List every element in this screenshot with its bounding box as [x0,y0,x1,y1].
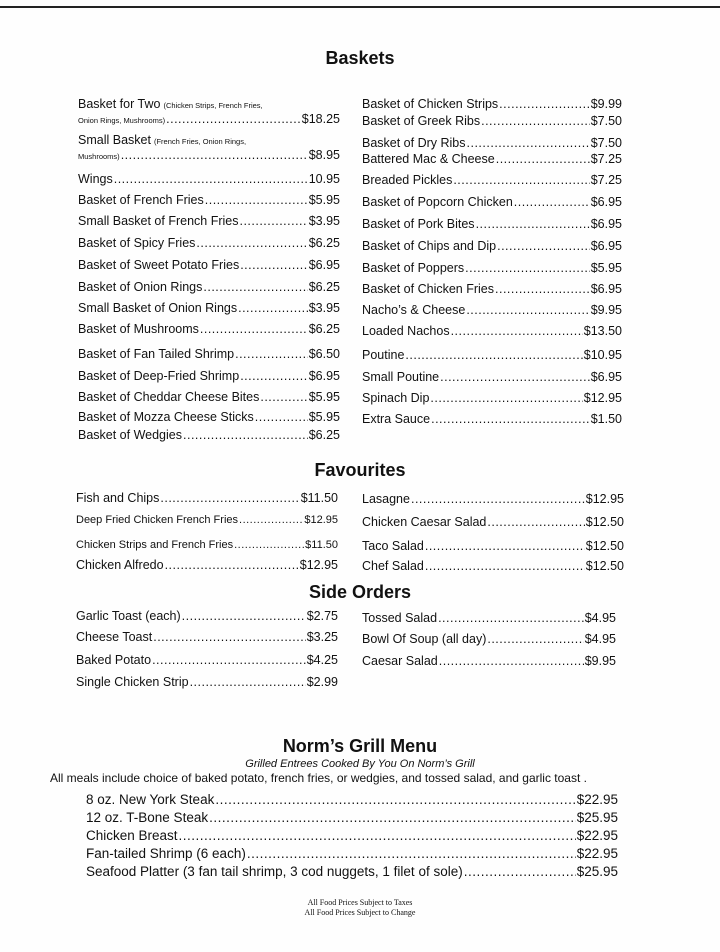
item-name: Nacho’s & Cheese [362,303,466,317]
menu-item [78,428,340,442]
item-price: $4.25 [306,653,338,667]
item-name: Lasagne [362,492,410,506]
leader-dots [239,214,307,228]
leader-dots [497,239,590,253]
item-name: Chicken Breast [86,828,178,843]
item-price: $9.95 [584,654,616,668]
item-price: $6.95 [308,258,340,272]
leader-dots [487,515,584,529]
menu-item [76,653,338,667]
menu-item [78,193,340,207]
item-price: $5.95 [308,390,340,404]
top-rule [0,6,720,8]
menu-item [362,282,622,296]
footer-taxes: All Food Prices Subject to Taxes [307,898,413,907]
leader-dots [190,675,306,689]
leader-dots [476,217,590,231]
item-name: Basket of Mushrooms [78,322,199,336]
item-price: $6.25 [308,322,340,336]
item-name: Basket of Fan Tailed Shrimp [78,347,235,361]
leader-dots [165,558,299,572]
leader-dots [240,258,308,272]
item-price: $9.95 [590,303,622,317]
leader-dots [464,864,576,880]
item-name: Battered Mac & Cheese [362,152,495,166]
leader-dots [235,347,308,361]
menu-item-continued [78,112,340,128]
leader-dots [411,492,585,506]
menu-item [362,173,622,187]
menu-item [76,630,338,644]
item-price: $25.95 [576,810,618,825]
menu-item [76,513,338,527]
item-name: Basket for Two [78,97,161,111]
leader-dots [238,301,308,315]
leader-dots [205,193,308,207]
item-name: 8 oz. New York Steak [86,792,215,807]
leader-dots [438,611,584,625]
leader-dots [215,792,575,808]
menu-item [362,195,622,209]
item-name: Deep Fried Chicken French Fries [76,514,239,526]
item-price: $7.50 [590,114,622,128]
menu-item [86,846,618,862]
item-description-cont: Mushrooms) [78,152,120,161]
menu-item [76,609,338,623]
item-price: $6.95 [590,370,622,384]
leader-dots [114,172,308,186]
item-name: Breaded Pickles [362,173,453,187]
item-name: Fan-tailed Shrimp (6 each) [86,846,246,861]
menu-item [362,114,622,128]
item-name: Basket of Chicken Strips [362,97,499,111]
item-name: Basket of French Fries [78,193,204,207]
item-description: (Chicken Strips, French Fries, [163,101,263,110]
grill-note: All meals include choice of baked potato, french fries, or wedgies, and tossed salad, and garlic toast . [50,771,587,785]
leader-dots [153,630,306,644]
item-price: $3.25 [306,630,338,644]
item-name: Small Basket of French Fries [78,214,239,228]
leader-dots [466,303,589,317]
item-name: Extra Sauce [362,412,431,426]
menu-item [78,322,340,336]
item-price: $12.50 [585,539,624,553]
menu-item [76,675,338,689]
item-name: Basket of Greek Ribs [362,114,481,128]
item-price: $4.95 [584,611,616,625]
item-name: Basket of Wedgies [78,428,182,442]
leader-dots [240,369,308,383]
item-name: Wings [78,172,113,186]
leader-dots [179,828,576,844]
item-name: Tossed Salad [362,611,438,625]
leader-dots [260,390,307,404]
menu-item [362,515,624,529]
item-price: $5.95 [308,193,340,207]
leader-dots [425,559,585,573]
item-name: Basket of Mozza Cheese Sticks [78,410,254,424]
item-price: $6.95 [590,217,622,231]
item-name: Basket of Cheddar Cheese Bites [78,390,260,404]
item-price: $12.95 [583,391,622,405]
item-name: Basket of Sweet Potato Fries [78,258,240,272]
menu-item [78,172,340,186]
menu-item [362,611,616,625]
menu-item [362,632,616,646]
item-price: $5.95 [308,410,340,424]
menu-item [362,370,622,384]
leader-dots [451,324,583,338]
leader-dots [152,653,306,667]
menu-item [362,239,622,253]
item-name: Basket of Chicken Fries [362,282,494,296]
item-name: Basket of Dry Ribs [362,136,466,150]
item-name: Small Basket [78,133,151,147]
item-name: Spinach Dip [362,391,430,405]
leader-dots [499,97,590,111]
item-name: Chicken Strips and French Fries [76,539,234,551]
menu-item [78,97,340,113]
leader-dots [453,173,589,187]
menu-item [78,280,340,294]
leader-dots [255,410,308,424]
item-name: Chef Salad [362,559,424,573]
section-title-side-orders: Side Orders [308,582,412,602]
item-price: $6.50 [308,347,340,361]
menu-item [362,348,622,362]
item-price: $3.95 [308,301,340,315]
item-description-cont: Onion Rings, Mushrooms) [78,116,166,125]
menu-item [362,136,622,150]
menu-item [78,133,340,149]
leader-dots [465,261,590,275]
menu-item [362,539,624,553]
menu-item [78,347,340,361]
item-description: (French Fries, Onion Rings, [153,137,247,146]
item-price: $2.75 [306,609,338,623]
menu-item [362,261,622,275]
item-price: $22.95 [576,828,618,843]
leader-dots [405,348,582,362]
item-price: $5.95 [590,261,622,275]
footer-change: All Food Prices Subject to Change [304,908,416,917]
menu-item [362,303,622,317]
item-price: $2.99 [306,675,338,689]
leader-dots [166,112,301,126]
item-price: $22.95 [576,792,618,807]
item-price: $6.95 [308,369,340,383]
menu-item-continued [78,148,340,164]
leader-dots [440,370,590,384]
item-name: Basket of Onion Rings [78,280,203,294]
item-price: $6.25 [308,280,340,294]
menu-item [362,559,624,573]
menu-item [78,390,340,404]
item-price: $10.95 [583,348,622,362]
leader-dots [239,513,303,527]
grill-subtitle: Grilled Entrees Cooked By You On Norm’s Grill [245,758,475,770]
leader-dots [425,539,585,553]
item-name: Baked Potato [76,653,152,667]
menu-item [362,97,622,111]
menu-item [362,324,622,338]
leader-dots [487,632,583,646]
item-name: Single Chicken Strip [76,675,189,689]
leader-dots [495,282,590,296]
leader-dots [247,846,576,862]
menu-item [86,828,618,844]
leader-dots [439,654,584,668]
leader-dots [467,136,590,150]
menu-item [362,391,622,405]
leader-dots [160,491,299,505]
section-title-norms-grill: Norm’s Grill Menu [282,736,438,756]
item-name: Basket of Poppers [362,261,465,275]
leader-dots [481,114,590,128]
item-price: $12.50 [585,515,624,529]
item-name: Basket of Spicy Fries [78,236,196,250]
item-price: $12.50 [585,559,624,573]
item-name: 12 oz. T-Bone Steak [86,810,209,825]
item-name: Small Poutine [362,370,440,384]
item-price: $22.95 [576,846,618,861]
item-name: Basket of Popcorn Chicken [362,195,513,209]
leader-dots [496,152,590,166]
item-price: $7.25 [590,173,622,187]
item-name: Basket of Chips and Dip [362,239,497,253]
item-name: Bowl Of Soup (all day) [362,632,487,646]
item-price: $6.95 [590,239,622,253]
item-name: Basket of Deep-Fried Shrimp [78,369,240,383]
menu-item [362,412,622,426]
item-name: Loaded Nachos [362,324,450,338]
leader-dots [183,428,308,442]
item-price: $4.95 [584,632,616,646]
leader-dots [234,538,304,552]
item-name: Caesar Salad [362,654,438,668]
item-price: $6.95 [590,195,622,209]
item-price: $7.50 [590,136,622,150]
menu-item [86,810,618,826]
item-price: $6.95 [590,282,622,296]
menu-item [76,491,338,505]
menu-item [362,217,622,231]
item-price: $11.50 [300,491,338,505]
item-price: $25.95 [576,864,618,879]
menu-item [78,369,340,383]
leader-dots [431,412,590,426]
item-price: $12.95 [299,558,338,572]
menu-item [78,301,340,315]
item-name: Seafood Platter (3 fan tail shrimp, 3 cod nuggets, 1 filet of sole) [86,864,463,879]
item-price: $3.95 [308,214,340,228]
leader-dots [203,280,307,294]
item-name: Chicken Alfredo [76,558,164,572]
menu-item [86,792,618,808]
item-name: Poutine [362,348,405,362]
item-price: $9.99 [590,97,622,111]
item-price: $1.50 [590,412,622,426]
item-name: Basket of Pork Bites [362,217,475,231]
item-price: $11.50 [305,539,338,551]
item-price: $6.25 [308,236,340,250]
leader-dots [121,148,308,162]
leader-dots [182,609,306,623]
item-name: Taco Salad [362,539,424,553]
item-name: Cheese Toast [76,630,153,644]
leader-dots [196,236,307,250]
leader-dots [200,322,308,336]
item-price: $6.25 [308,428,340,442]
menu-item [86,864,618,880]
menu-item [362,152,622,166]
item-price: $18.25 [301,112,340,126]
item-price: $7.25 [590,152,622,166]
item-price: $12.95 [585,492,624,506]
menu-item [78,236,340,250]
menu-item [78,410,340,424]
menu-item [362,654,616,668]
item-name: Garlic Toast (each) [76,609,181,623]
item-price: $8.95 [308,148,340,162]
menu-item [76,558,338,572]
menu-item [362,492,624,506]
item-name: Chicken Caesar Salad [362,515,487,529]
item-name: Small Basket of Onion Rings [78,301,238,315]
menu-item [78,258,340,272]
leader-dots [514,195,590,209]
item-price: $12.95 [304,514,338,526]
item-name: Fish and Chips [76,491,160,505]
menu-item [78,214,340,228]
item-price: 10.95 [308,172,340,186]
section-title-favourites: Favourites [314,460,406,480]
item-price: $13.50 [583,324,622,338]
menu-item [76,538,338,552]
leader-dots [430,391,582,405]
section-title-baskets: Baskets [325,48,395,68]
leader-dots [209,810,576,826]
